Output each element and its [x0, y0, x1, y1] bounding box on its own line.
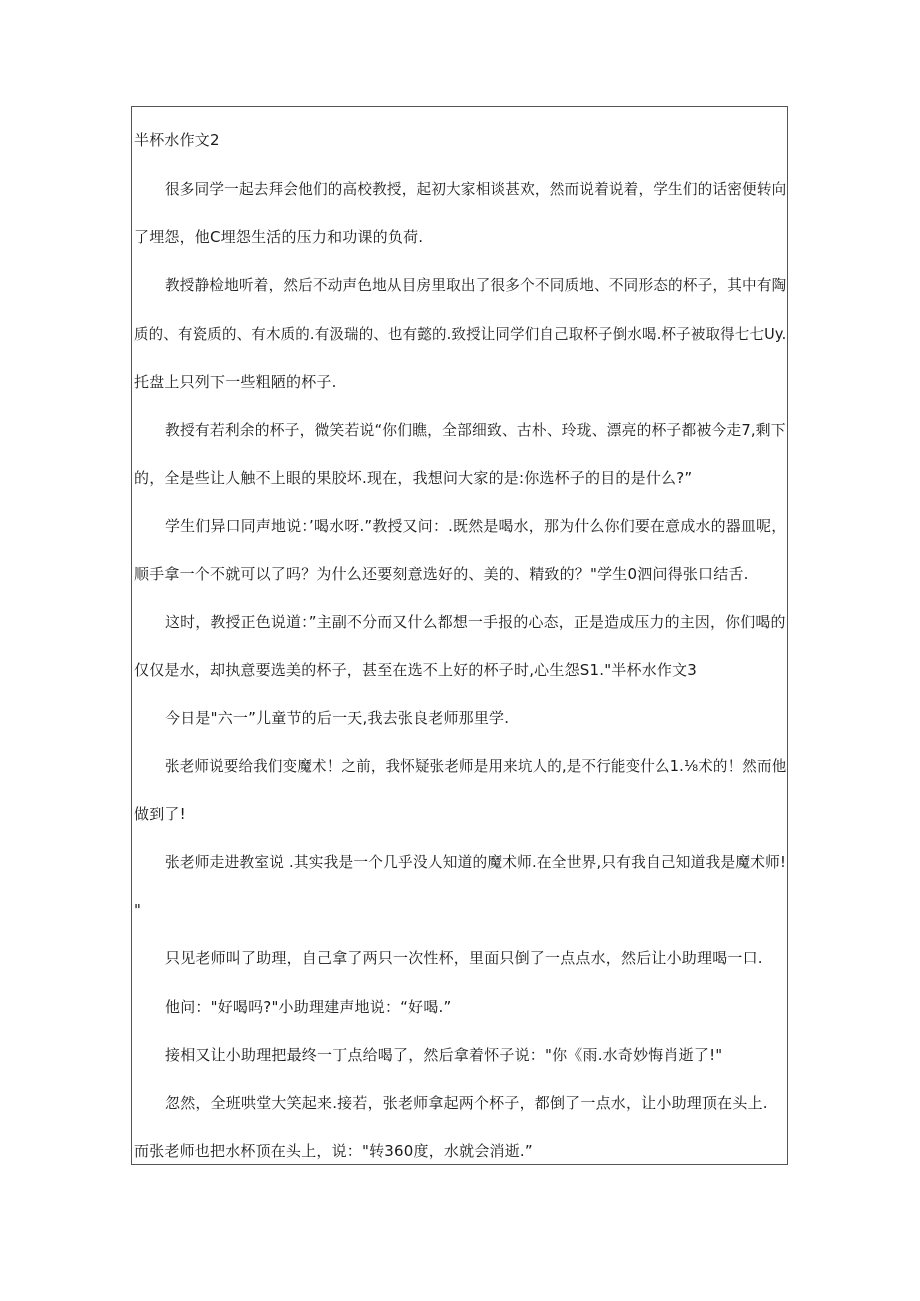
text-line: 接相又让小助理把最终一丁点给喝了，然后拿着怀子说："你《雨.水奇妙悔肖逝了!" [165, 1046, 723, 1064]
text-line: 忽然，全班哄堂大笑起来.接若，张老师拿起两个杯子，都倒了一点水，让小助理顶在头上. [165, 1094, 768, 1112]
text-line: 而张老师也把水杯顶在头上，说："转360度，水就会消逝.” [134, 1142, 533, 1160]
text-line: 他问："好喝吗?"小助理建声地说：“好喝.” [165, 998, 452, 1016]
text-line: 只见老师叫了助理，自己拿了两只一次性杯，里面只倒了一点点水，然后让小助理喝一口. [165, 949, 763, 967]
text-line: " [134, 901, 142, 919]
essay-title: 半杯水作文2 [134, 131, 220, 149]
text-line: 张老师走进教室说 .其实我是一个几乎没人知道的魔术师.在全世界,只有我自己知道我是魔术师! [165, 853, 787, 871]
text-line: 顺手拿一个不就可以了吗？为什么还要刻意选好的、美的、精致的？"学生0泗问得张口结舌. [134, 565, 749, 583]
text-line: 仅仅是水，却执意要选美的杯子，甚至在选不上好的杯子时,心生怨S1."半杯水作文3 [134, 661, 698, 679]
text-line: 做到了! [134, 805, 186, 823]
text-line: 了埋怨，他C埋怨生活的压力和功课的负荷. [134, 228, 424, 246]
text-line: 张老师说要给我们变魔术！之前，我怀疑张老师是用来坑人的,是不行能变什么1.⅛术的！然而他 [165, 757, 787, 775]
text-line: 很多同学一起去拜会他们的高校教授，起初大家相谈甚欢，然而说着说着，学生们的话密便转向 [165, 180, 787, 198]
text-line: 教授静检地听着，然后不动声色地从目房里取出了很多个不同质地、不同形态的杯子，其中有陶 [165, 276, 787, 294]
text-line: 今日是"六一”儿童节的后一天,我去张良老师那里学. [165, 709, 510, 727]
text-line: 学生们异口同声地说：’喝水呀.”教授又问：.既然是喝水，那为什么你们要在意成水的器皿呢， [165, 517, 787, 535]
text-line: 的，全是些让人触不上眼的果胶坏.现在，我想问大家的是:你选杯子的目的是什么?” [134, 469, 693, 487]
text-line: 这时，教授正色说道：”主副不分而又什么都想一手报的心态，正是造成压力的主因，你们喝的 [165, 613, 786, 631]
text-line: 托盘上只列下一些粗陋的杯子. [134, 373, 337, 391]
text-line: 教授有若利余的杯子，微笑若说“你们瞧，全部细致、古朴、玲珑、漂亮的杯子都被今走7,剩下 [165, 421, 786, 439]
text-line: 质的、有瓷质的、有木质的.有汲瑞的、也有懿的.致授让同学们自己取杯子倒水喝.杯子被取得七七Uy. [134, 325, 787, 343]
